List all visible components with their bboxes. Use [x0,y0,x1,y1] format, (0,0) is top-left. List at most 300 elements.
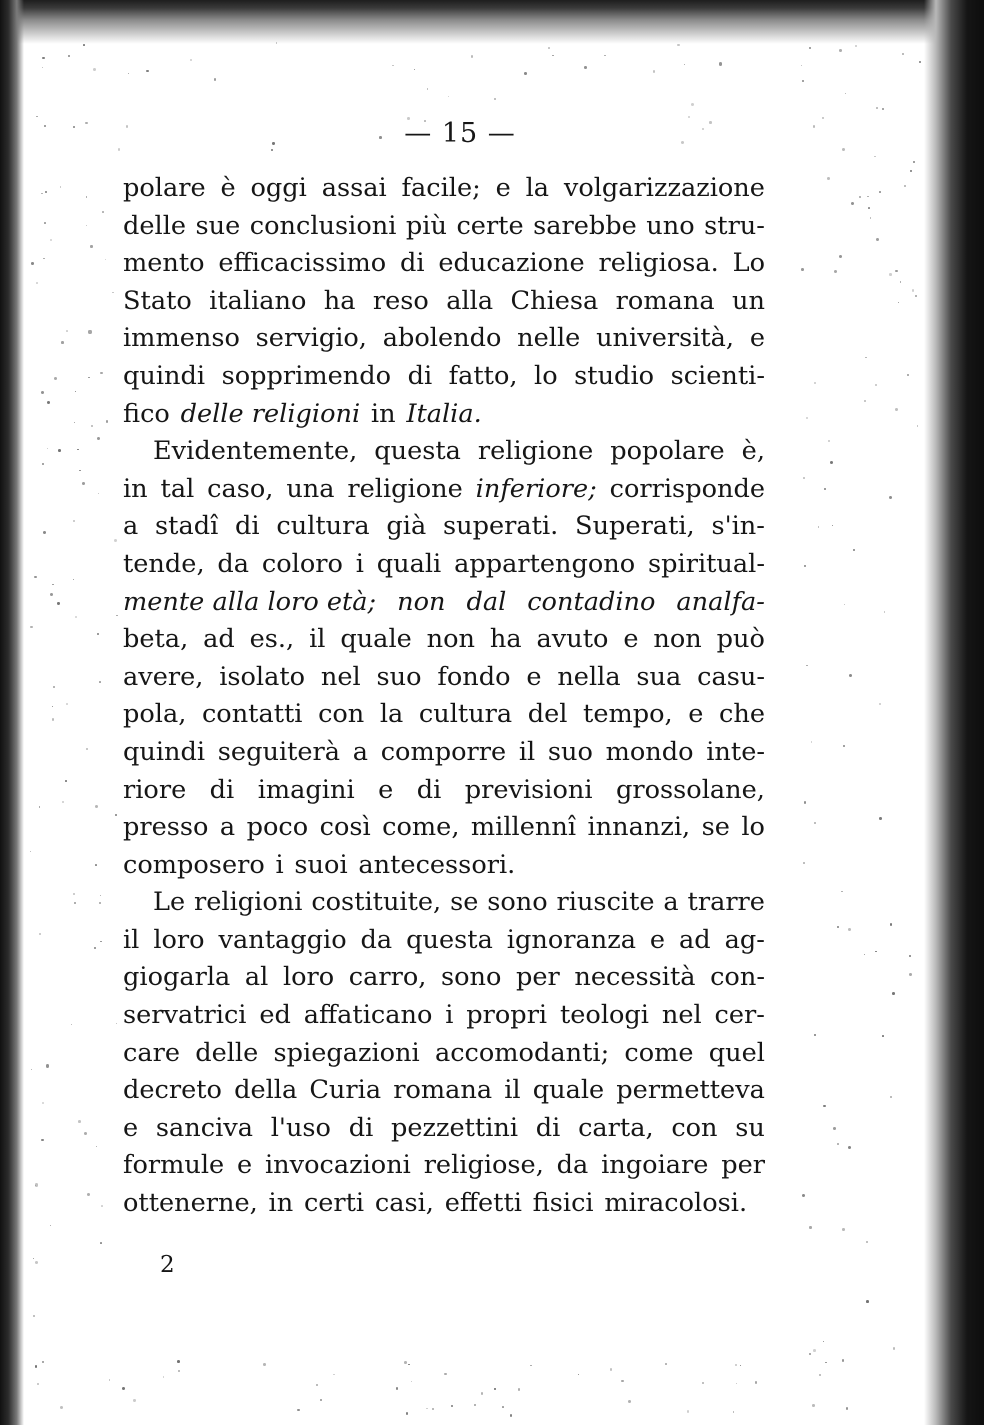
speckle [481,1392,484,1395]
speckle [109,1379,110,1380]
speckle [60,186,62,188]
word: religiosa. [598,248,719,279]
speckle [825,1362,827,1364]
word: teologi [559,1000,649,1031]
word: previsioni [464,774,593,805]
speckle [31,1069,32,1070]
word: ag- [724,924,765,955]
word: mente alla loro età; [123,586,377,617]
speckle [830,461,833,464]
speckle [42,67,43,68]
word: questa [406,924,493,955]
speckle [833,1127,836,1130]
speckle [190,59,193,62]
word: così [319,812,371,843]
speckle [895,408,898,411]
speckle [86,225,87,226]
speckle [844,604,845,605]
speckle [811,741,813,743]
text-line [123,358,765,396]
word: inte- [706,736,765,767]
speckle [128,73,129,74]
word: poco [246,812,309,843]
speckle [45,191,47,193]
text-line [123,433,765,471]
speckle [621,1380,624,1383]
word: presso [123,812,209,843]
speckle [163,1376,164,1377]
speckle [408,1364,409,1365]
word: mento [123,248,205,279]
speckle [823,1341,825,1343]
speckle [814,382,816,384]
speckle [31,262,34,265]
text-line [123,659,765,697]
word: servatrici [123,1000,247,1031]
speckle [733,1411,735,1413]
word: delle religioni [180,398,361,429]
word: Italia. [406,398,482,429]
speckle [57,602,59,604]
word: suoi [294,849,348,880]
speckle [848,1146,851,1149]
speckle [806,665,807,666]
word: isolato [219,661,306,692]
text-line [123,959,765,997]
speckle [88,330,91,333]
word: effetti [444,1188,522,1219]
word: necessità [574,962,696,993]
word: un [731,285,765,316]
word: e [749,323,765,354]
word: assai [321,173,387,203]
word: reso [372,285,429,316]
speckle [79,470,80,471]
word: della [234,1075,298,1106]
speckle [427,88,429,90]
speckle [316,1384,318,1386]
word: in [123,473,148,504]
speckle [848,928,851,931]
word: sono [487,887,548,918]
word: facile; [401,173,481,203]
word: dal [466,586,507,617]
speckle [39,806,41,808]
word: tal [160,473,195,504]
speckle [864,400,866,402]
speckle [828,440,831,443]
word: loro [153,924,205,955]
speckle [915,295,917,297]
speckle [47,448,48,449]
word: la [525,173,550,203]
speckle [41,1139,44,1142]
speckle [97,633,99,635]
speckle [73,893,75,895]
word: fondo [437,661,511,692]
speckle [46,1064,49,1067]
word: delle [195,1037,259,1068]
word: più [405,210,447,241]
text-line [123,584,765,622]
speckle [812,1404,815,1407]
word: e [649,924,666,955]
word: suo [547,736,593,767]
word: mondo [605,736,694,767]
word: scienti- [670,360,765,391]
speckle [91,425,94,428]
speckle [87,1193,90,1196]
word: può [716,624,765,655]
text-line [123,1072,765,1110]
word: quindi [123,736,206,767]
text-line [123,847,765,885]
word: ignoranza [506,924,636,955]
speckle [845,93,846,94]
speckle [100,372,102,374]
speckle [114,539,117,542]
speckle [859,196,861,198]
word: è [220,173,236,203]
speckle [530,1365,531,1366]
speckle [898,302,899,303]
speckle [494,1388,495,1389]
speckle [52,584,54,586]
speckle [133,1399,135,1401]
speckle [42,463,44,465]
speckle [50,593,53,596]
word: vantaggio [218,924,347,955]
speckle [889,273,892,276]
text-line [123,170,765,208]
word: avere, [123,661,204,692]
speckle [75,391,76,392]
speckle [102,211,104,213]
word: per [721,1150,765,1181]
word: a [123,511,139,542]
word: carro, [348,962,427,993]
word: carta, [578,1112,654,1143]
word: di [235,511,260,542]
speckle [902,53,904,55]
speckle [834,270,837,273]
word: tende, [123,548,205,579]
speckle [913,161,915,163]
word: popolare [610,436,725,467]
speckle [100,895,101,896]
speckle [909,955,911,957]
word: casu- [697,661,765,692]
speckle [909,973,912,976]
text-line [123,734,765,772]
word: quale [532,1075,605,1106]
speckle [604,55,605,56]
word: fico [123,398,170,429]
word: quindi [123,360,206,391]
speckle [106,420,109,423]
speckle [824,488,826,490]
speckle [584,66,587,69]
word: beta, [123,624,189,655]
word: romana [393,1075,493,1106]
word: miracolosi. [604,1188,748,1219]
word: in [268,1188,294,1219]
word: uno [646,210,695,241]
word: care [123,1037,180,1068]
speckle [30,851,31,852]
speckle [653,70,655,72]
word: se [701,812,730,843]
speckle [865,357,867,359]
word: lo [741,812,765,843]
speckle [115,814,116,815]
word: da [556,1150,589,1181]
word: stadî [155,511,219,542]
word: religione [347,473,463,504]
speckle [404,1361,407,1364]
word: polare [123,173,206,203]
speckle [42,1361,43,1362]
speckle [61,341,64,344]
word: ha [489,624,522,655]
word: sua [636,661,682,692]
speckle [803,477,805,479]
word: nel [661,1000,702,1031]
speckle [893,1347,896,1350]
word: superati. [443,511,559,542]
speckle [471,55,474,58]
word: non [426,624,476,655]
word: di [407,360,433,391]
speckle [904,185,906,187]
speckle [75,616,77,618]
word: coloro [261,548,343,579]
speckle [448,96,449,97]
speckle [146,70,149,73]
word: quel [708,1037,765,1068]
speckle [875,384,877,386]
speckle [74,902,76,904]
speckle [43,258,45,260]
scan-right-edge [924,0,984,1425]
speckle [610,1368,612,1370]
speckle [866,1241,868,1243]
speckle [90,245,92,247]
word: Lo [732,248,765,279]
word: appartengono [454,548,636,579]
word: nelle [517,323,581,354]
speckle [34,576,36,578]
speckle [882,108,884,110]
word: con- [710,962,765,993]
speckle [740,1365,741,1366]
speckle [35,1261,38,1264]
text-line [123,320,765,358]
speckle [814,1034,816,1036]
word: Superati, [575,511,695,542]
speckle [177,1360,180,1363]
word: permetteva [616,1075,765,1106]
speckle [68,55,70,57]
speckle [879,703,880,704]
word: analfa- [676,586,765,617]
word: su [735,1112,765,1143]
speckle [502,1406,504,1408]
speckle [432,1408,434,1410]
word: di [535,1112,561,1143]
speckle [889,496,892,499]
word: invocazioni [264,1150,411,1181]
word: delle [123,210,187,241]
text-line [123,1147,765,1185]
speckle [98,493,99,494]
speckle [524,72,527,75]
word: formule [123,1150,225,1181]
speckle [35,1365,37,1367]
speckle [691,103,694,106]
word: e [495,173,511,203]
speckle [62,801,64,803]
speckle [884,611,886,613]
word: per [516,962,560,993]
speckle [122,1387,125,1390]
speckle [876,238,879,241]
sheet-signature-mark: 2 [160,1252,175,1278]
word: certe [456,210,524,241]
speckle [841,891,842,892]
speckle [33,1258,35,1260]
word: cultura [276,511,370,542]
word: e [123,1112,139,1143]
speckle [548,47,550,49]
speckle [30,626,33,629]
speckle [677,44,679,46]
speckle [867,196,869,198]
speckle [99,902,101,904]
speckle [819,1374,821,1376]
speckle [101,1205,103,1207]
speckle [52,706,54,708]
word: e [688,699,704,730]
speckle [94,947,96,949]
word: es., [249,624,295,655]
word: religioni [194,887,303,918]
speckle [870,217,872,219]
speckle [890,923,892,925]
speckle [95,805,98,808]
speckle [73,579,74,580]
text-line [123,1035,765,1073]
word: fisici [532,1188,594,1219]
word: efficacissimo [218,248,387,279]
speckle [736,1383,737,1384]
speckle [333,1374,335,1376]
word: il [123,924,140,955]
word: antecessori. [358,849,516,880]
word: di [416,774,442,805]
word: spiritual- [648,548,765,579]
word: s'in- [711,511,765,542]
speckle [50,1225,51,1226]
word: a [663,887,679,918]
word: certi [303,1188,365,1219]
word: di [399,248,425,279]
speckle [35,1183,38,1186]
speckle [875,951,877,953]
speckle [214,78,217,81]
word: quali [376,548,442,579]
word: propri [466,1000,548,1031]
speckle [95,864,97,866]
speckle [907,374,909,376]
speckle [719,62,722,65]
speckle [702,1382,704,1384]
word: nel [320,661,361,692]
speckle [803,862,804,863]
word: lo [534,360,558,391]
speckle [866,1300,869,1303]
word: a [352,736,369,767]
speckle [818,526,820,528]
speckle [868,207,870,209]
speckle [806,417,808,419]
word: se [450,887,479,918]
speckle [900,281,902,283]
word: e [623,624,639,655]
speckle [665,1363,667,1365]
word: volgarizzazione [563,173,765,203]
word: accomodanti; [434,1037,610,1068]
speckle [804,565,805,566]
speckle [802,80,804,82]
word: ha [323,285,356,316]
word: e [237,1150,253,1181]
word: ed [259,1000,291,1031]
word: il [309,624,326,655]
speckle [53,686,55,688]
text-line [123,283,765,321]
speckle [83,44,85,46]
word: questa [374,436,461,467]
speckle [837,926,839,928]
word: fatto, [448,360,518,391]
word: loro [282,962,335,993]
word: contatti [201,699,303,730]
speckle [837,1143,839,1145]
speckle [879,191,881,193]
speckle [396,1387,399,1390]
speckle [37,1383,39,1385]
word: l'uso [270,1112,331,1143]
speckle [876,107,878,109]
speckle [86,748,88,750]
word: oggi [250,173,307,203]
word: come, [382,812,460,843]
word: il [504,1075,521,1106]
word: università, [596,323,735,354]
speckle [414,69,415,70]
speckle [912,289,915,292]
text-line [123,772,765,810]
speckle [843,745,845,747]
word: ad [679,924,711,955]
word: grossolane, [616,774,765,805]
speckle [801,268,804,271]
word: da [217,548,250,579]
scan-top-edge [0,0,984,44]
word: a [219,812,236,843]
page-body-text [123,170,765,1223]
